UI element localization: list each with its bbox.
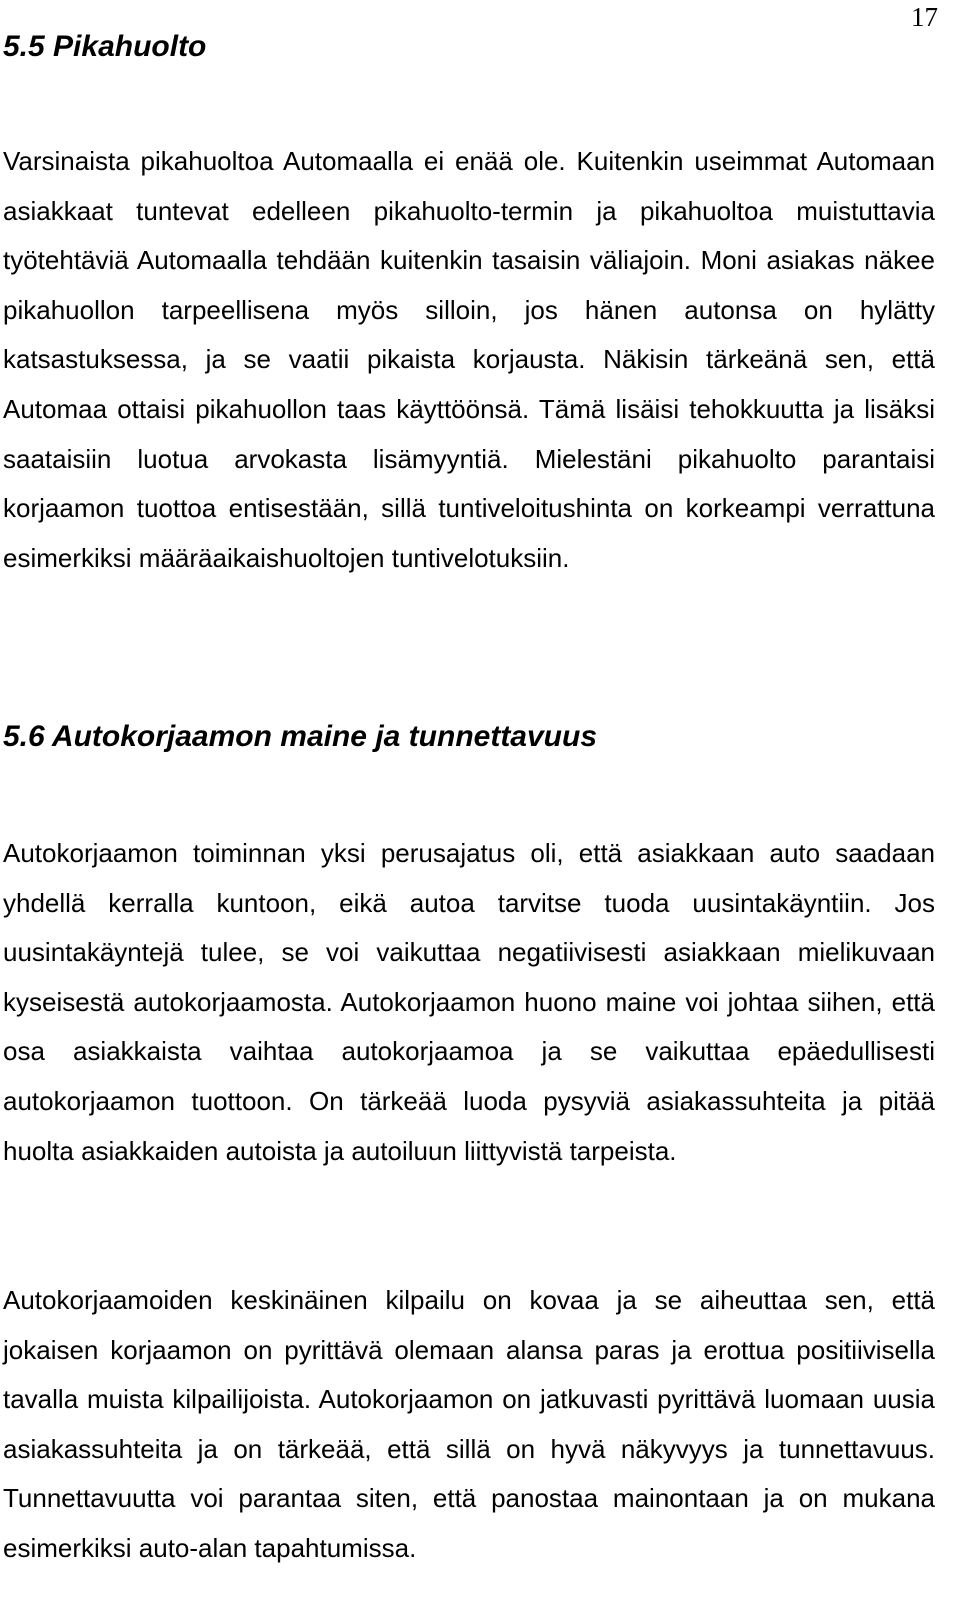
section-heading-5-6: 5.6 Autokorjaamon maine ja tunnettavuus (3, 720, 598, 753)
section-5-5-paragraph: Varsinaista pikahuoltoa Automaalla ei enää ole. Kuitenkin useimmat Automaan asiakkaat tuntevat edelleen pikahuolto-termin ja pikahuoltoa muistuttavia työtehtäviä Automaalla tehdään kuitenkin tasaisin väliajoin. Moni asiakas näkee pikahuollon tarpeellisena myös silloin, jos hänen autonsa on hylätty katsastuksessa, ja se vaatii pikaista korjausta. Näkisin tärkeänä sen, että Automaa ottaisi pikahuollon taas käyttöönsä. Tämä lisäisi tehokkuutta ja lisäksi saataisiin luotua arvokasta lisämyyntiä. Mielestäni pikahuolto parantaisi korjaamon tuottoa entisestään, sillä tuntiveloitushinta on korkeampi verrattuna esimerkiksi määräaikaishuoltojen tuntivelotuksiin. (3, 146, 935, 573)
section-heading-5-5: 5.5 Pikahuolto (3, 30, 207, 63)
section-5-6-paragraph-1: Autokorjaamon toiminnan yksi perusajatus oli, että asiakkaan auto saadaan yhdellä kerralla kuntoon, eikä autoa tarvitse tuoda uusintakäyntiin. Jos uusintakäyntejä tulee, se voi vaikuttaa negatiivisesti asiakkaan mielikuvaan kyseisestä autokorjaamosta. Autokorjaamon huono maine voi johtaa siihen, että osa asiakkaista vaihtaa autokorjaamoa ja se vaikuttaa epäedullisesti autokorjaamon tuottoon. On tärkeää luoda pysyviä asiakassuhteita ja pitää huolta asiakkaiden autoista ja autoiluun liittyvistä tarpeista. (3, 838, 935, 1166)
section-5-6-paragraph-2: Autokorjaamoiden keskinäinen kilpailu on kovaa ja se aiheuttaa sen, että jokaisen korjaamon on pyrittävä olemaan alansa paras ja erottua positiivisella tavalla muista kilpailijoista. Autokorjaamon on jatkuvasti pyrittävä luomaan uusia asiakassuhteita ja on tärkeää, että sillä on hyvä näkyvyys ja tunnettavuus. Tunnettavuutta voi parantaa siten, että panostaa mainontaan ja on mukana esimerkiksi auto-alan tapahtumissa. (3, 1285, 935, 1563)
page-number: 17 (911, 2, 938, 32)
